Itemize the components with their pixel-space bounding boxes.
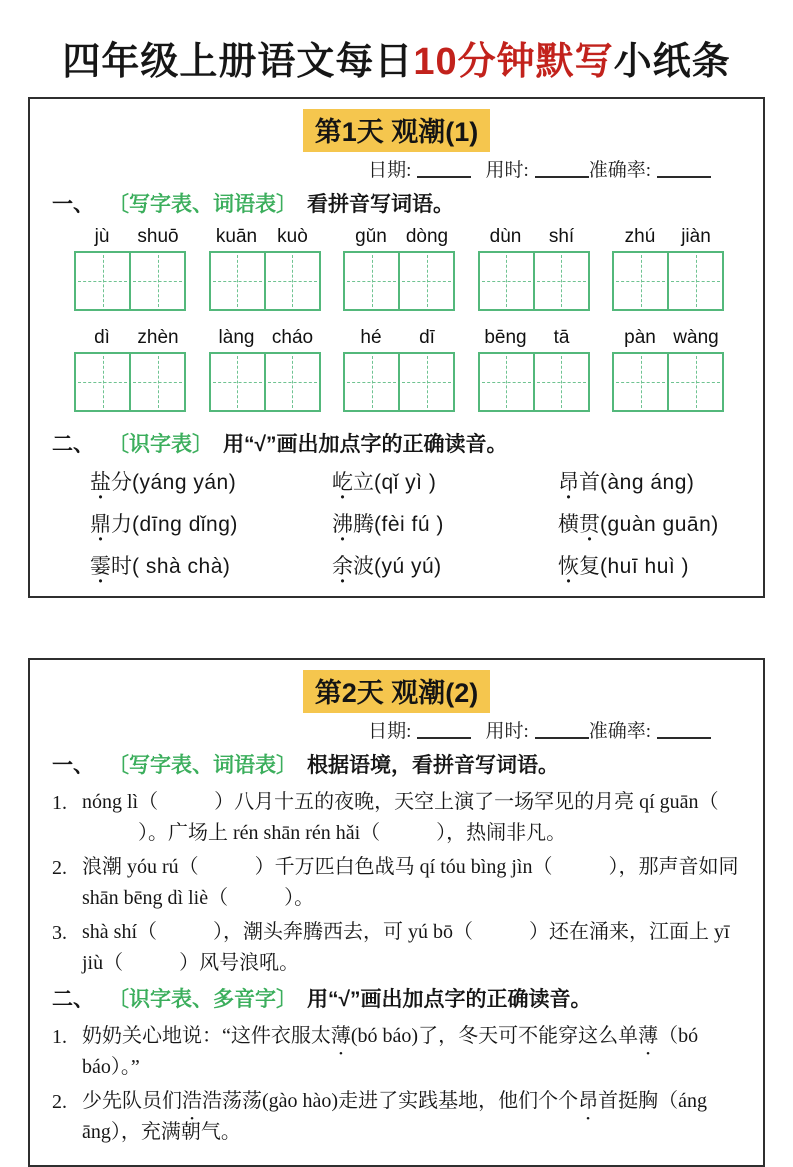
text-run: nóng lì [82, 791, 139, 813]
grid-unit [478, 327, 590, 412]
text-run: ，那声音如同 shān bēng dì liè [82, 856, 739, 909]
text-run: 八月十五的夜晚，天空上演了一场罕见的月亮 qí guān [234, 791, 699, 813]
grid-cell [345, 253, 398, 309]
text-run: 风号浪吼。 [199, 952, 300, 974]
section-day2-title: 第2天 观潮(2) [303, 670, 491, 713]
question-text: 用“√”画出加点字的正确读音。 [307, 988, 592, 1011]
blank-parentheses: （） [138, 791, 719, 844]
writing-grid-box [74, 251, 186, 311]
pinyin-syllable: dòng [405, 226, 449, 247]
pinyin-options: (qǐ yì ) [374, 471, 437, 494]
word-choice-item [558, 466, 741, 496]
pinyin-options: (huī huì ) [600, 555, 690, 578]
word-choice-grid [90, 466, 741, 580]
grid-unit [612, 327, 724, 412]
text-run: 浩荡荡(gào hào)走进了实践基地，他们个个 [202, 1090, 579, 1112]
word-character: 首 [579, 471, 600, 494]
question-tag: 〔写字表、词语表〕 [108, 754, 297, 777]
pinyin-syllable: bēng [484, 327, 527, 348]
dotted-character: 薄 [638, 1025, 659, 1047]
blank-parentheses: （ ） [208, 887, 295, 909]
text-run: 浪潮 yóu rú [82, 856, 179, 878]
grid-cell [264, 354, 319, 410]
word-choice-item [332, 508, 558, 538]
pinyin-syllable: kuān [215, 226, 258, 247]
item-text [82, 787, 741, 849]
grid-cell [480, 253, 533, 309]
grid-cell [264, 253, 319, 309]
pinyin-syllable: dī [419, 327, 435, 348]
pinyin-options: ( shà chà) [132, 555, 231, 578]
pinyin-label [74, 226, 186, 248]
pinyin-label [612, 226, 724, 248]
grid-cell [211, 354, 264, 410]
item-number: 1. [52, 792, 67, 814]
pinyin-syllable: jù [94, 226, 110, 247]
word-choice-item [332, 550, 558, 580]
pinyin-grid-row [74, 327, 724, 412]
text-run: 千万匹白色战马 qí tóu bìng jìn [274, 856, 533, 878]
pinyin-syllable: shuō [137, 226, 179, 247]
pinyin-syllable: cháo [271, 327, 314, 348]
question-tag: 〔识字表、多音字〕 [108, 988, 297, 1011]
worksheet-page [0, 30, 793, 1167]
pinyin-syllable: jiàn [681, 226, 711, 247]
question-number: 二、 [52, 433, 94, 456]
section-day1 [28, 97, 765, 598]
writing-grid-box [209, 352, 321, 412]
text-run: 首挺胸（áng āng），充满朝气。 [82, 1090, 707, 1143]
pinyin-label [209, 226, 321, 248]
dotted-character: 薄 [330, 1025, 351, 1047]
question-number: 一、 [52, 754, 94, 777]
writing-grid-box [612, 251, 724, 311]
grid-unit [478, 226, 590, 311]
pinyin-label [74, 327, 186, 349]
dotted-character: 屹 [332, 471, 353, 494]
text-run: 。广场上 rén shān rén hǎi [148, 822, 361, 844]
pinyin-label [478, 226, 590, 248]
item-text [82, 917, 741, 979]
blank-parentheses: （ ） [178, 856, 275, 878]
title-accent: 10分钟默写 [413, 41, 614, 83]
question-text: 用“√”画出加点字的正确读音。 [223, 433, 508, 456]
text-run: 奶奶关心地说：“这件衣服太 [82, 1025, 331, 1047]
pinyin-label [343, 327, 455, 349]
word-character: 分 [111, 471, 132, 494]
day1-question2-label [52, 428, 741, 458]
pinyin-options: (dīng dǐng) [132, 513, 238, 536]
pinyin-options: (fèi fú ) [374, 513, 444, 536]
pinyin-label [209, 327, 321, 349]
dotted-character: 恢 [558, 555, 579, 578]
pinyin-syllable: pàn [624, 327, 656, 348]
numbered-item [52, 1021, 741, 1083]
word-character: 横 [558, 513, 579, 536]
day2-fill-in-items [52, 787, 741, 979]
section-day2-header [52, 670, 741, 713]
pinyin-label [343, 226, 455, 248]
day2-pronunciation-items [52, 1021, 741, 1148]
blank-parentheses: （ ） [103, 952, 200, 974]
numbered-item [52, 852, 741, 914]
pinyin-syllable: wàng [673, 327, 719, 348]
section-day2-meta-line [52, 716, 741, 743]
pinyin-syllable: shí [548, 226, 575, 247]
writing-grid-box [478, 352, 590, 412]
title-suffix: 小纸条 [613, 41, 731, 83]
text-run: （bó báo）。” [82, 1025, 699, 1078]
pinyin-syllable: dì [94, 327, 110, 348]
grid-cell [129, 354, 184, 410]
blank-parentheses: （ ） [137, 921, 223, 943]
dotted-character: 沸 [332, 513, 353, 536]
accuracy-blank-line [657, 160, 711, 178]
pinyin-syllable: gǔn [355, 226, 387, 247]
text-run: 。 [294, 887, 315, 909]
dotted-character: 霎 [90, 555, 111, 578]
question-tag: 〔写字表、词语表〕 [108, 193, 297, 216]
dotted-character: 贯 [579, 513, 600, 536]
grid-cell [398, 253, 453, 309]
item-text [82, 852, 741, 914]
writing-grid-box [74, 352, 186, 412]
pinyin-syllable: kuò [277, 226, 308, 247]
date-blank-line [417, 160, 471, 178]
time-label: 用时: [485, 160, 529, 181]
grid-unit [343, 327, 455, 412]
blank-parentheses: （ ） [138, 791, 235, 813]
blank-parentheses: （ ） [360, 822, 447, 844]
dotted-character: 昂 [558, 471, 579, 494]
pinyin-options: (yáng yán) [132, 471, 237, 494]
question-text: 根据语境，看拼音写词语。 [307, 754, 559, 777]
grid-cell [480, 354, 533, 410]
word-choice-item [558, 508, 741, 538]
grid-cell [398, 354, 453, 410]
grid-cell [76, 354, 129, 410]
text-run: (bó báo)了，冬天可不能穿这么单 [350, 1025, 639, 1047]
item-number: 2. [52, 1091, 67, 1113]
word-choice-item [90, 550, 332, 580]
grid-unit [343, 226, 455, 311]
numbered-item [52, 1086, 741, 1148]
pinyin-syllable: tā [553, 327, 570, 348]
day2-question2-label [52, 983, 741, 1013]
word-choice-item [558, 550, 741, 580]
pinyin-syllable: zhèn [137, 327, 179, 348]
word-character: 波 [353, 555, 374, 578]
dotted-character: 昂 [578, 1090, 599, 1112]
title-prefix: 四年级上册语文每日 [62, 41, 414, 83]
accuracy-blank-line [657, 721, 711, 739]
section-day1-header [52, 109, 741, 152]
grid-unit [612, 226, 724, 311]
grid-cell [614, 354, 667, 410]
grid-cell [533, 354, 588, 410]
writing-grid-box [209, 251, 321, 311]
time-label: 用时: [485, 721, 529, 742]
accuracy-label: 准确率: [588, 160, 651, 181]
pinyin-options: (guàn guān) [600, 513, 719, 536]
time-blank-line [535, 721, 589, 739]
item-text [82, 1086, 741, 1148]
dotted-character: 鼎 [90, 513, 111, 536]
blank-parentheses: （ ） [532, 856, 619, 878]
text-run: ，潮头奔腾西去，可 yú bō [223, 921, 453, 943]
item-number: 1. [52, 1026, 67, 1048]
pinyin-syllable: dùn [489, 226, 522, 247]
grid-cell [667, 253, 722, 309]
word-choice-item [90, 466, 332, 496]
pinyin-options: (àng áng) [600, 471, 695, 494]
text-run: shà shí [82, 921, 137, 943]
text-run: 还在涌来，江面上 yī jiù [82, 921, 730, 974]
item-text [82, 1021, 741, 1083]
word-choice-item [90, 508, 332, 538]
grid-cell [129, 253, 184, 309]
grid-cell [614, 253, 667, 309]
time-blank-line [535, 160, 589, 178]
word-character: 时 [111, 555, 132, 578]
item-number: 2. [52, 857, 67, 879]
page-title [0, 30, 793, 85]
pinyin-syllable: zhú [624, 226, 656, 247]
writing-grid-box [612, 352, 724, 412]
grid-cell [667, 354, 722, 410]
blank-parentheses: （ ） [453, 921, 549, 943]
grid-unit [74, 226, 186, 311]
text-run: ，热闹非凡。 [446, 822, 567, 844]
grid-cell [345, 354, 398, 410]
day2-question1-label [52, 749, 741, 779]
question-text: 看拼音写词语。 [307, 193, 454, 216]
text-run: 少先队员们 [82, 1090, 182, 1112]
question-number: 二、 [52, 988, 94, 1011]
section-day2 [28, 658, 765, 1167]
dotted-character: 盐 [90, 471, 111, 494]
item-number: 3. [52, 922, 67, 944]
date-label: 日期: [368, 160, 412, 181]
grid-cell [533, 253, 588, 309]
question-tag: 〔识字表〕 [108, 433, 213, 456]
numbered-item [52, 917, 741, 979]
pinyin-grid-row [74, 226, 724, 311]
word-character: 立 [353, 471, 374, 494]
pinyin-syllable: hé [360, 327, 382, 348]
grid-unit [209, 327, 321, 412]
word-character: 复 [579, 555, 600, 578]
word-character: 腾 [353, 513, 374, 536]
grid-cell [76, 253, 129, 309]
pinyin-syllable: làng [218, 327, 255, 348]
word-choice-item [332, 466, 558, 496]
dotted-character: 浩 [182, 1090, 202, 1112]
section-day1-title: 第1天 观潮(1) [303, 109, 491, 152]
numbered-item [52, 787, 741, 849]
writing-grid-box [478, 251, 590, 311]
pinyin-label [478, 327, 590, 349]
date-blank-line [417, 721, 471, 739]
pinyin-label [612, 327, 724, 349]
writing-grid-box [343, 352, 455, 412]
word-character: 力 [111, 513, 132, 536]
pinyin-writing-grids [74, 226, 741, 412]
date-label: 日期: [368, 721, 412, 742]
dotted-character: 余 [332, 555, 353, 578]
grid-unit [74, 327, 186, 412]
accuracy-label: 准确率: [588, 721, 651, 742]
question-number: 一、 [52, 193, 94, 216]
pinyin-options: (yú yú) [374, 555, 442, 578]
grid-cell [211, 253, 264, 309]
day1-question1-label [52, 188, 741, 218]
grid-unit [209, 226, 321, 311]
section-day1-meta-line [52, 155, 741, 182]
writing-grid-box [343, 251, 455, 311]
